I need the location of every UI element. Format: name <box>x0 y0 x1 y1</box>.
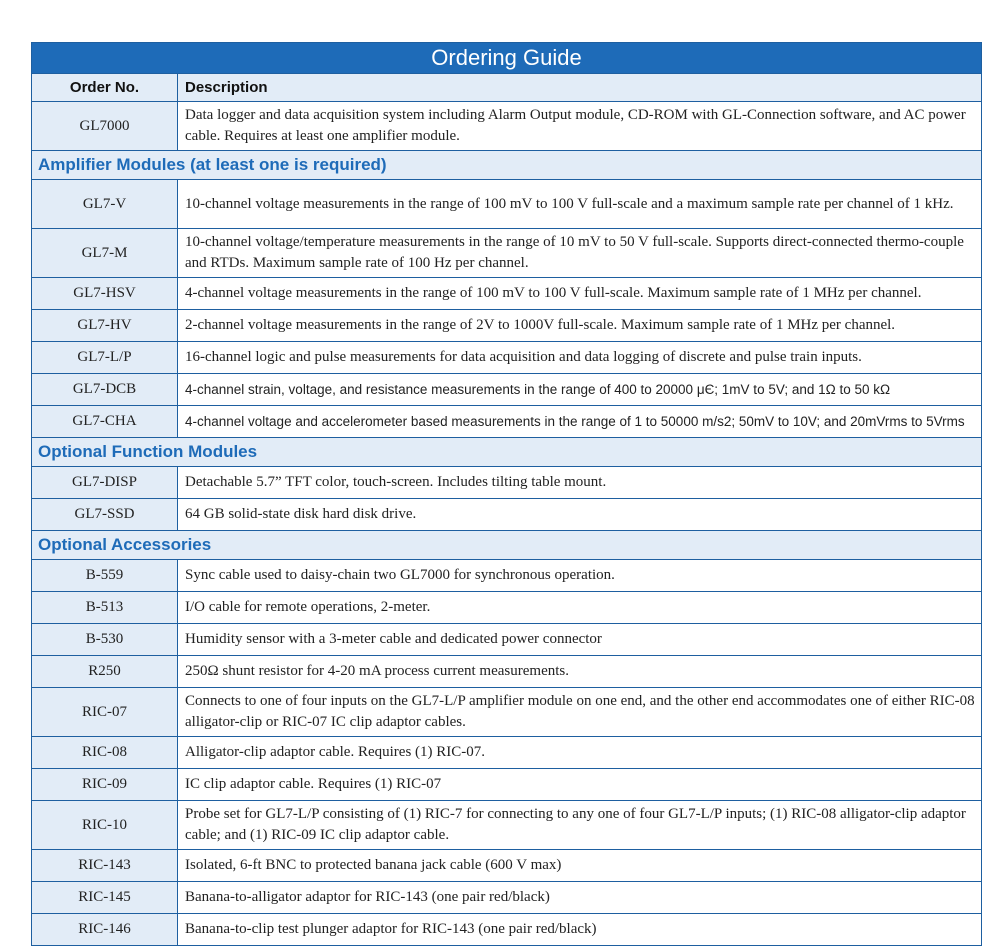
table-row <box>32 229 982 278</box>
order-description: Isolated, 6-ft BNC to protected banana jack cable (600 V max) <box>178 850 982 882</box>
section-header-optional-function-modules <box>32 438 982 467</box>
order-description: Alligator-clip adaptor cable. Requires (1) RIC-07. <box>178 737 982 769</box>
order-code: RIC-146 <box>32 914 178 946</box>
order-code: B-530 <box>32 624 178 656</box>
table-row <box>32 278 982 310</box>
description-header: Description <box>178 74 982 102</box>
order-code: RIC-07 <box>32 688 178 737</box>
order-description: 250Ω shunt resistor for 4-20 mA process current measurements. <box>178 656 982 688</box>
order-code: GL7-DCB <box>32 374 178 406</box>
ordering-guide-table <box>31 42 982 946</box>
order-no-header: Order No. <box>32 74 178 102</box>
table-row <box>32 850 982 882</box>
order-code: RIC-08 <box>32 737 178 769</box>
order-description: 4-channel voltage and accelerometer based measurements in the range of 1 to 50000 m/s2; 50mV to 10V; and 20mVrms to 5Vrms <box>178 406 982 438</box>
table-row <box>32 882 982 914</box>
order-description: Banana-to-clip test plunger adaptor for RIC-143 (one pair red/black) <box>178 914 982 946</box>
section-header-optional-accessories <box>32 531 982 560</box>
table-row <box>32 374 982 406</box>
header-row <box>32 74 982 102</box>
order-code: GL7-V <box>32 180 178 229</box>
order-code: GL7-L/P <box>32 342 178 374</box>
order-code: GL7-M <box>32 229 178 278</box>
order-code: GL7-HSV <box>32 278 178 310</box>
order-code: RIC-145 <box>32 882 178 914</box>
table-row <box>32 801 982 850</box>
order-description: I/O cable for remote operations, 2-meter. <box>178 592 982 624</box>
table-row <box>32 102 982 151</box>
order-code: GL7000 <box>32 102 178 151</box>
table-row <box>32 688 982 737</box>
order-code: RIC-10 <box>32 801 178 850</box>
section-header-amplifier-modules <box>32 151 982 180</box>
order-code: B-559 <box>32 560 178 592</box>
table-row <box>32 914 982 946</box>
order-code: GL7-DISP <box>32 467 178 499</box>
order-description: 10-channel voltage/temperature measurements in the range of 10 mV to 50 V full-scale. Supports direct-connected thermo-couple and RTDs. Maximum sample rate of 100 Hz per channel. <box>178 229 982 278</box>
table-row <box>32 560 982 592</box>
section-title: Optional Function Modules <box>32 438 982 467</box>
order-description: Banana-to-alligator adaptor for RIC-143 (one pair red/black) <box>178 882 982 914</box>
order-description: Humidity sensor with a 3-meter cable and dedicated power connector <box>178 624 982 656</box>
table-row <box>32 310 982 342</box>
section-title: Optional Accessories <box>32 531 982 560</box>
order-description: IC clip adaptor cable. Requires (1) RIC-07 <box>178 769 982 801</box>
table-row <box>32 342 982 374</box>
order-description: 16-channel logic and pulse measurements for data acquisition and data logging of discrete and pulse train inputs. <box>178 342 982 374</box>
order-code: GL7-SSD <box>32 499 178 531</box>
order-description: 4-channel strain, voltage, and resistance measurements in the range of 400 to 20000 μЄ; 1mV to 5V; and 1Ω to 50 kΩ <box>178 374 982 406</box>
title-row <box>32 43 982 74</box>
order-description: 4-channel voltage measurements in the range of 100 mV to 100 V full-scale. Maximum sample rate of 1 MHz per channel. <box>178 278 982 310</box>
order-code: B-513 <box>32 592 178 624</box>
table-row <box>32 180 982 229</box>
order-code: GL7-HV <box>32 310 178 342</box>
order-description: 2-channel voltage measurements in the range of 2V to 1000V full-scale. Maximum sample rate of 1 MHz per channel. <box>178 310 982 342</box>
table-row <box>32 406 982 438</box>
order-description: Data logger and data acquisition system including Alarm Output module, CD-ROM with GL-Connection software, and AC power cable. Requires at least one amplifier module. <box>178 102 982 151</box>
table-row <box>32 737 982 769</box>
table-title: Ordering Guide <box>32 43 982 74</box>
section-title: Amplifier Modules (at least one is required) <box>32 151 982 180</box>
table-row <box>32 499 982 531</box>
order-description: Detachable 5.7” TFT color, touch-screen. Includes tilting table mount. <box>178 467 982 499</box>
order-description: Connects to one of four inputs on the GL7-L/P amplifier module on one end, and the other end accommodates one of either RIC-08 alligator-clip or RIC-07 IC clip adaptor cables. <box>178 688 982 737</box>
order-code: RIC-09 <box>32 769 178 801</box>
table-row <box>32 467 982 499</box>
table-row <box>32 592 982 624</box>
order-description: 64 GB solid-state disk hard disk drive. <box>178 499 982 531</box>
order-description: 10-channel voltage measurements in the range of 100 mV to 100 V full-scale and a maximum sample rate per channel of 1 kHz. <box>178 180 982 229</box>
table-row <box>32 769 982 801</box>
order-description: Probe set for GL7-L/P consisting of (1) RIC-7 for connecting to any one of four GL7-L/P inputs; (1) RIC-08 alligator-clip adaptor cable; and (1) RIC-09 IC clip adaptor cable. <box>178 801 982 850</box>
table-row <box>32 656 982 688</box>
order-code: R250 <box>32 656 178 688</box>
order-description: Sync cable used to daisy-chain two GL7000 for synchronous operation. <box>178 560 982 592</box>
order-code: GL7-CHA <box>32 406 178 438</box>
table-row <box>32 624 982 656</box>
order-code: RIC-143 <box>32 850 178 882</box>
